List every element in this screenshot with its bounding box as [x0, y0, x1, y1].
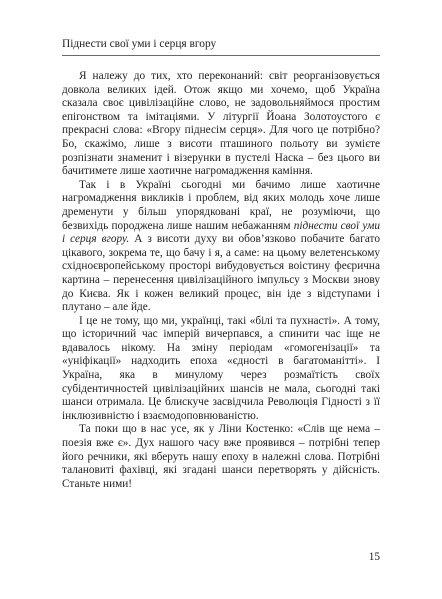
running-head: Піднести свої уми і серця вгору: [62, 38, 217, 50]
page-number: 15: [368, 551, 380, 563]
paragraph-text: А з висоти духу ви обов’язково побачите багато цікавого, зокрема те, що бачу і я, а саме: на цьому велетенському східноєвропейському просторі вибудовується воістину феєрична картина – перенесення цивілізаційного імпульсу з Москви знову до Києва. Як і кожен великий процес, він іде з відступами і плутано – але йде.: [62, 233, 380, 314]
body-text: [62, 70, 380, 491]
paragraph-text: І це не тому, що ми, українці, такі «білі та пухнасті». А тому, що історичний час імперій вичерпався, а спинити час іще не вдавалось нікому. На зміну періодам «гомогенізації» та «уніфікації» надходить епоха «єдності в багатоманітті». І Україна, яка в минулому через розмаїтість своїх субідентичностей цивілізаційних шансів не мала, сьогодні такі шанси отримала. Це блискуче засвідчила Революція Гідності з її інклюзивністю і взаємодоповнюваністю.: [62, 314, 380, 422]
paragraph-text: Та поки що в нас усе, як у Ліни Костенко: «Слів ще нема – поезія вже є». Дух нашого часу вже проявився – потрібні тепер його речники, які вберуть нашу епоху в належні слова. Потрібні талановиті фахівці, які згадані шанси перетворять у дійсність. Станьте ними!: [62, 423, 380, 490]
paragraph: [62, 179, 380, 315]
paragraph: [62, 315, 380, 424]
paragraph: [62, 70, 380, 179]
header-rule: [62, 55, 380, 56]
paragraph-text: Я належу до тих, хто переконаний: світ реорганізовується довкола великих ідей. Отож якщо ми хочемо, щоб Україна сказала своє цивілізаційне слово, не задовольняймося простим епігонством та імітаціями. У літургії Йоана Золотоустого є прекрасні слова: «Вгору піднесім серця». Для чого це потрібно? Бо, скажімо, лише з висоти пташиного польоту ви зумієте розпізнати знаменит і візерунки в пустелі Наска – без цього ви бачитимете лише хаотичне нагромадження каміння.: [62, 70, 380, 178]
paragraph: [62, 423, 380, 491]
emphasis-text: піднести свої уми і серця вгору.: [62, 219, 380, 246]
paragraph-text: Так і в Україні сьогодні ми бачимо лише хаотичне нагромадження викликів і проблем, від яких молодь хоче лише дременути у більш упорядковані краї, не розуміючи, що безвихідь породжена лише нашим небажанням: [62, 178, 380, 232]
